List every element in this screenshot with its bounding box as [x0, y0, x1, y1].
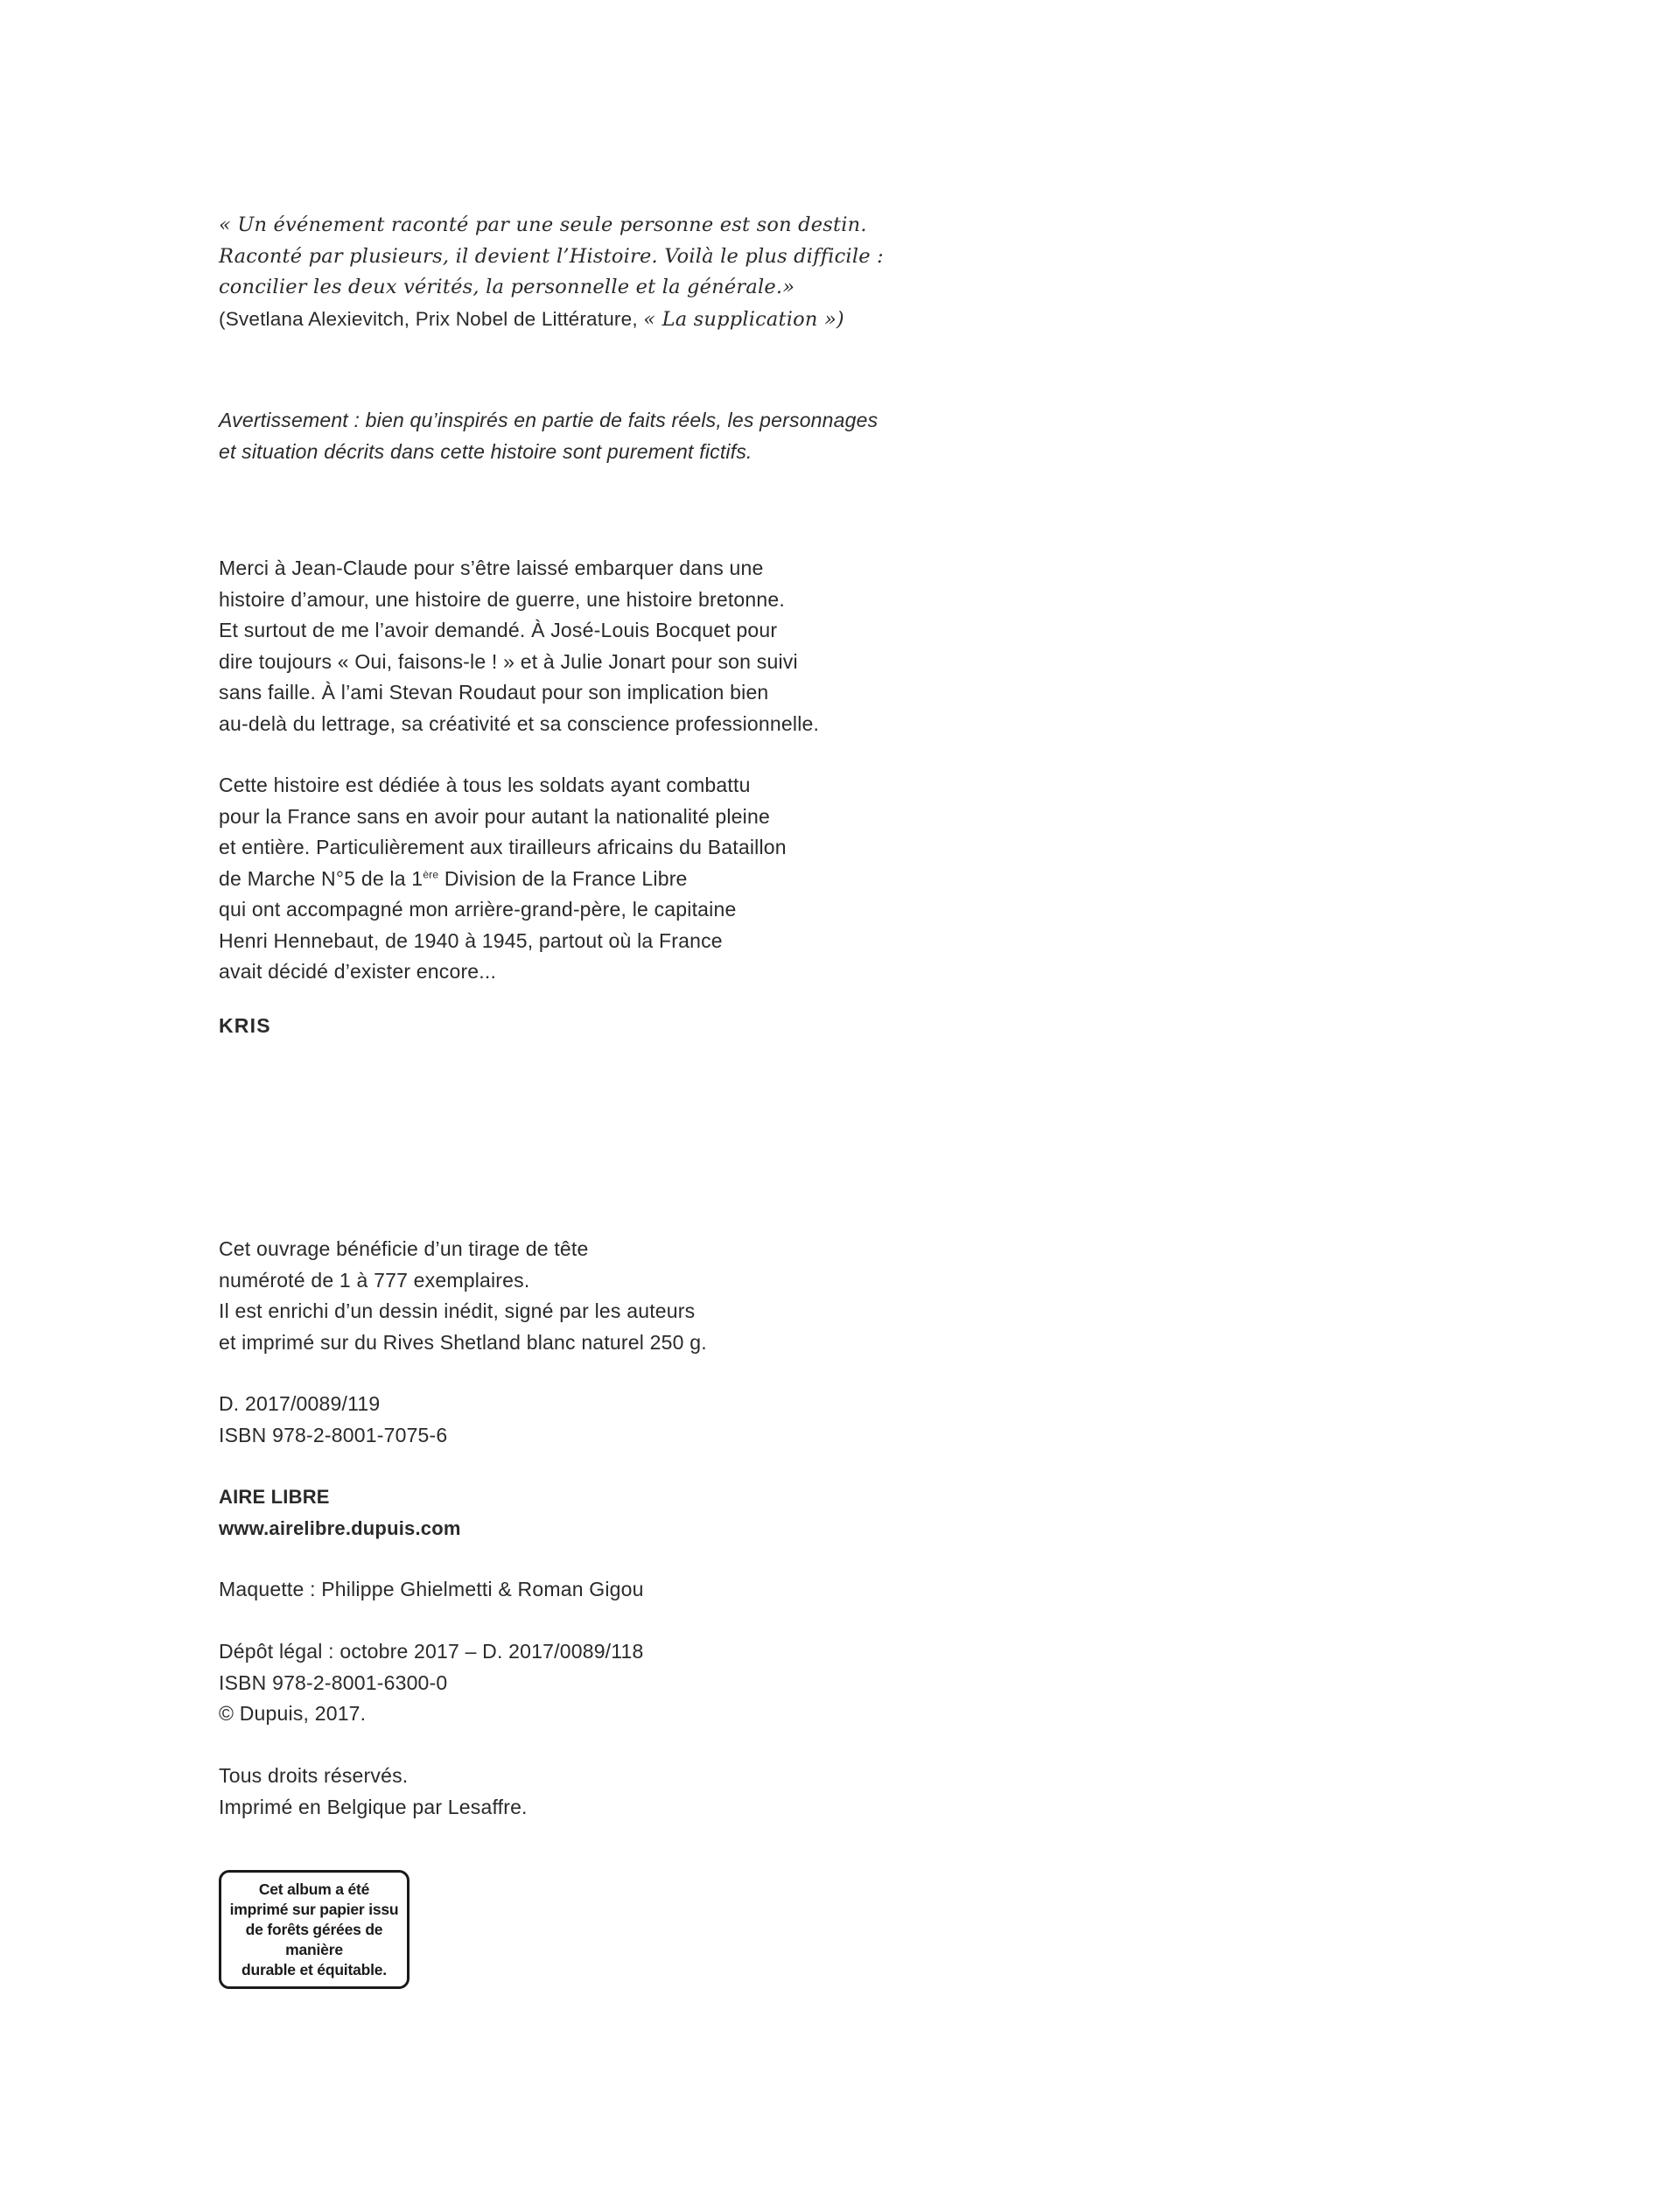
acknowledgements-line: au-delà du lettrage, sa créativité et sa conscience professionnelle.: [219, 711, 820, 735]
acknowledgements-line: histoire d’amour, une histoire de guerre, une histoire bretonne.: [219, 587, 785, 611]
dedication-line: qui ont accompagné mon arrière-grand-père, le capitaine: [219, 898, 737, 921]
legal-info: [219, 1636, 644, 1730]
legal-line: ISBN 978-2-8001-6300-0: [219, 1670, 448, 1694]
collection-name: AIRE LIBRE: [219, 1486, 330, 1508]
epigraph-line: Raconté par plusieurs, il devient l’Histoire. Voilà le plus difficile :: [219, 244, 884, 268]
dedication-line: avait décidé d’exister encore...: [219, 960, 497, 983]
edition-note: [219, 1234, 707, 1358]
dedication-line: Cette histoire est dédiée à tous les soldats ayant combattu: [219, 774, 751, 796]
rights: [219, 1761, 528, 1823]
epigraph-attribution-author: (Svetlana Alexievitch, Prix Nobel de Littérature,: [219, 307, 644, 330]
isbn-number: ISBN 978-2-8001-7075-6: [219, 1423, 448, 1446]
acknowledgements-line: Et surtout de me l’avoir demandé. À José-Louis Bocquet pour: [219, 619, 778, 641]
rights-line: Imprimé en Belgique par Lesaffre.: [219, 1795, 528, 1818]
epigraph: [219, 210, 884, 335]
deposit-number: D. 2017/0089/119: [219, 1392, 381, 1415]
epigraph-attribution-title: « La supplication »): [643, 307, 844, 331]
epigraph-line: « Un événement raconté par une seule personne est son destin.: [219, 214, 867, 236]
dedication-division-text: de Marche N°5 de la 1: [219, 866, 424, 890]
sustainable-paper-badge: [219, 1870, 410, 1989]
rights-line: Tous droits réservés.: [219, 1764, 409, 1787]
edition-note-line: numéroté de 1 à 777 exemplaires.: [219, 1268, 530, 1292]
badge-line: de forêts gérées de: [245, 1920, 383, 1938]
epigraph-attribution: [219, 304, 884, 336]
disclaimer: [219, 405, 878, 467]
ordinal-superscript: ère: [423, 867, 439, 880]
author-signature-block: [219, 1011, 271, 1042]
legal-line: Dépôt légal : octobre 2017 – D. 2017/0089/118: [219, 1640, 644, 1663]
acknowledgements-line: Merci à Jean-Claude pour s’être laissé embarquer dans une: [219, 557, 764, 579]
collection: [219, 1481, 461, 1544]
dedication-line: pour la France sans en avoir pour autant la nationalité pleine: [219, 804, 770, 828]
acknowledgements-line: sans faille. À l’ami Stevan Roudaut pour son implication bien: [219, 681, 769, 704]
badge-line: durable et équitable.: [242, 1960, 387, 1978]
dedication-line-division: [219, 864, 787, 895]
edition-note-line: Il est enrichi d’un dessin inédit, signé par les auteurs: [219, 1299, 696, 1322]
disclaimer-line: Avertissement : bien qu’inspirés en partie de faits réels, les personnages: [219, 409, 878, 431]
layout-credit: Maquette : Philippe Ghielmetti & Roman Gigou: [219, 1578, 644, 1600]
edition-numbers: [219, 1389, 447, 1451]
dedication-division-text: Division de la France Libre: [438, 866, 688, 890]
badge-line: imprimé sur papier issu: [229, 1900, 399, 1918]
collection-website[interactable]: www.airelibre.dupuis.com: [219, 1516, 461, 1539]
epigraph-line: concilier les deux vérités, la personnelle et la générale.»: [219, 276, 795, 298]
legal-line: © Dupuis, 2017.: [219, 1702, 367, 1725]
dedication-line: Henri Hennebaut, de 1940 à 1945, partout où la France: [219, 928, 723, 952]
acknowledgements: [219, 553, 819, 739]
disclaimer-line: et situation décrits dans cette histoire sont purement fictifs.: [219, 439, 752, 463]
dedication: [219, 770, 787, 988]
credits: [219, 1574, 644, 1606]
edition-note-line: et imprimé sur du Rives Shetland blanc naturel 250 g.: [219, 1330, 707, 1354]
badge-line: Cet album a été: [258, 1880, 370, 1898]
author-signature: KRIS: [219, 1014, 271, 1037]
badge-line: manière: [285, 1940, 343, 1958]
edition-note-line: Cet ouvrage bénéficie d’un tirage de tête: [219, 1237, 589, 1260]
acknowledgements-line: dire toujours « Oui, faisons-le ! » et à Julie Jonart pour son suivi: [219, 649, 798, 673]
dedication-line: et entière. Particulièrement aux tirailleurs africains du Bataillon: [219, 836, 787, 858]
